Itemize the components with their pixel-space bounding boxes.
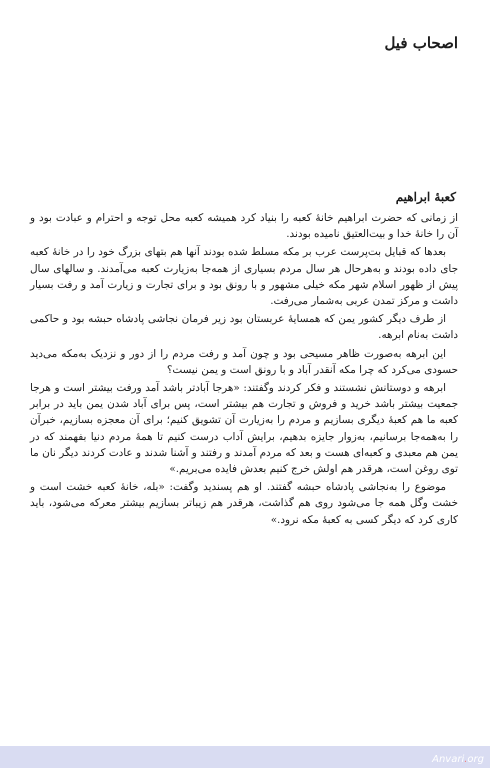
watermark-name: Anvari: [432, 754, 465, 765]
site-watermark: [432, 754, 484, 765]
paragraph: از زمانی که حضرت ابراهیم خانهٔ کعبه را بنیاد کرد همیشه کعبه محل توجه و احترام و عبادت بود و آن را خانهٔ خدا و بیت‌العتیق نامیده بودند.: [30, 212, 458, 241]
section-heading: کعبهٔ ابراهیم: [395, 190, 456, 204]
paragraph: این ابرهه به‌صورت ظاهر مسیحی بود و چون آمد و رفت مردم را از دور و نزدیک به‌مکه می‌دید حسودی می‌کرد که چرا مکه آنقدر آباد و با رونق است و یمن نیست؟: [30, 347, 458, 376]
body-text: [30, 210, 458, 530]
paragraph: ابرهه و دوستانش نشستند و فکر کردند وگفتند: «هرجا آبادتر باشد آمد ورفت بیشتر است و هرجا جمعیت بیشتر باشد خرید و فروش و تجارت هم بیشتر است، پس برای آباد شدن یمن باید در برابر کعبه ما هم کعبهٔ دیگری بسازیم و مردم را به‌زیارت آن تشویق کنیم؛ برای آن معجزه بسازیم، خبرآن را به‌همه‌جا برسانیم، به‌زوار جایزه بدهیم، برایش آداب درست کنیم تا همهٔ مردم دنیا بفهمند که در یمن هم معبدی و کعبه‌ای هست و بعد که مردم آمدند و رفتند و آشنا شدند و عادت کردند دیگر نان ما توی روغن است، هرقدر هم اولش خرج کنیم بعدش فایده می‌بریم.»: [30, 382, 458, 476]
watermark-dot: .: [464, 754, 468, 765]
paragraph: از طرف دیگر کشور یمن که همسایهٔ عربستان بود زیر فرمان نجاشی پادشاه حبشه بود و حاکمی داشت به‌نام ابرهه.: [30, 313, 458, 342]
watermark-tld: org: [467, 754, 484, 765]
paragraph: بعدها که قبایل بت‌پرست عرب بر مکه مسلط شده بودند آنها هم بتهای بزرگ خود را در خانهٔ کعبه جای داده بودند و به‌هرحال هر سال مردم بسیاری از همه‌جا به‌زیارت کعبه می‌آمدند. و سالهای سال پیش از ظهور اسلام شهر مکه خیلی مشهور و با رونق بود و برای تجارت و زیارت آمد و رفت بسیار داشت و مرکز تمدن عربی به‌شمار می‌رفت.: [30, 246, 458, 308]
paragraph: موضوع را به‌نجاشی پادشاه حبشه گفتند. او هم پسندید وگفت: «بله، خانهٔ کعبه خشت است و خشت وگل همه جا می‌شود روی هم گذاشت، هرقدر هم زیباتر بسازیم بیشتر معرکه می‌شود، باید کاری کرد که دیگر کسی به کعبهٔ مکه نرود.»: [30, 481, 458, 526]
footer-band: [0, 746, 490, 768]
chapter-title: اصحاب فیل: [384, 34, 458, 52]
